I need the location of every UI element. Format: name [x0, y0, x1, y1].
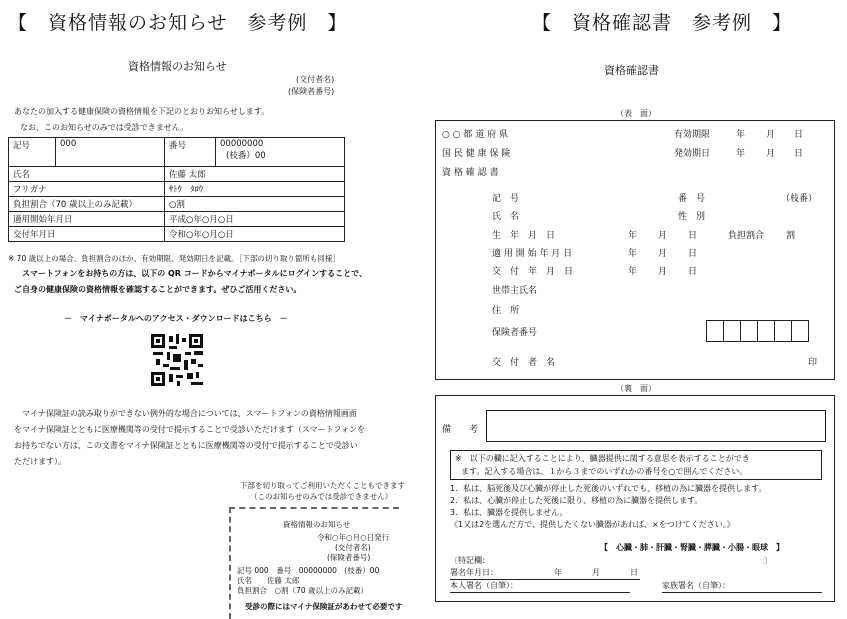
- burden-value: ○割: [165, 197, 345, 212]
- self-sign-label: 本人署名（自筆）：: [450, 581, 518, 590]
- organ-option-note: 《1又は2を選んだ方で、提供したくない臓器があれば、×をつけてください。》: [450, 520, 735, 529]
- info-table: [8, 137, 345, 242]
- organ-option-2[interactable]: 2．私は、心臓が停止した死後に限り、移植の為に臓器を提供します。: [450, 496, 703, 505]
- self-sign-line[interactable]: [450, 592, 630, 593]
- table-row: [9, 227, 345, 242]
- pref-name: ○ ○ 都 道 府 県: [442, 130, 509, 140]
- qr-code[interactable]: [151, 334, 203, 386]
- intro-line-1: あなたの加入する健康保険の資格情報を下記のとおりお知らせします。: [14, 107, 270, 116]
- insurer-no-label: 保険者番号: [492, 328, 538, 338]
- issuer-label: 交 付 者 名: [492, 358, 556, 368]
- kigo-label: 記号: [9, 138, 56, 167]
- para-line-3: お持ちでない方は、この文書をマイナ保険証とともに医療機関等の受付で提示することで受診い: [14, 441, 358, 450]
- shimei-label: 氏 名: [492, 212, 520, 222]
- card-title: 資格情報のお知らせ: [283, 520, 351, 529]
- start-month: 月: [658, 249, 668, 259]
- bango-value: 00000000: [220, 139, 264, 149]
- name-label: 氏名: [9, 167, 165, 182]
- card-line-3: 負担割合 ○割（70 歳以上のみ記載）: [237, 586, 368, 595]
- valid-month: 月: [766, 130, 776, 140]
- effect-label: 発効期日: [674, 149, 711, 159]
- table-row: [9, 212, 345, 227]
- portal-link[interactable]: － マイナポータルへのアクセス・ダウンロードはこちら －: [64, 314, 288, 323]
- left-heading: 【 資格情報のお知らせ 参考例 】: [8, 12, 348, 34]
- sign-month: 月: [592, 568, 600, 577]
- card-insurer: (保険者番号): [327, 553, 371, 562]
- card-line-1: 記号 000 番号 00000000 (枝番）00: [237, 566, 380, 575]
- para-line-1: マイナ保険証の読み取りができない例外的な場合については、スマートフォンの資格情報画面: [22, 409, 357, 418]
- start-day: 日: [688, 249, 698, 259]
- bango-cell: [216, 138, 345, 167]
- nhi-label: 国 民 健 康 保 険: [442, 149, 511, 159]
- card-issuer: (交付者名): [335, 543, 371, 552]
- issue-year: 年: [628, 267, 638, 277]
- wari-label: 割: [786, 231, 796, 241]
- note-70: ※ 70 歳以上の場合、負担割合のほか、有効期限、発効期日を記載。［下部の切り取り箇所も同様］: [8, 254, 340, 263]
- burden-label-r: 負担割合: [728, 231, 765, 241]
- issue-label: 交付年月日: [9, 227, 165, 242]
- right-heading: 【 資格確認書 参考例 】: [532, 12, 793, 34]
- insurer-digit-box[interactable]: [740, 320, 758, 342]
- insurer-digit-box[interactable]: [757, 320, 775, 342]
- organ-notice-2: ます。記入する場合は、１から３までのいずれかの番号を○で囲んでください。: [461, 467, 748, 476]
- biko-field[interactable]: [486, 410, 826, 442]
- effect-day: 日: [794, 149, 804, 159]
- smartphone-line-1: スマートフォンをお持ちの方は、以下の QR コードからマイナポータルにログインすることで、: [22, 269, 368, 278]
- insurer-digit-box[interactable]: [706, 320, 724, 342]
- family-sign-line[interactable]: [662, 592, 822, 593]
- start-label: 適用開始年月日: [9, 212, 165, 227]
- valid-day: 日: [794, 130, 804, 140]
- table-row: [9, 167, 345, 182]
- address-label: 住 所: [492, 306, 520, 316]
- organ-option-1[interactable]: 1．私は、脳死後及び心臓が停止した死後のいずれでも、移植の為に臓器を提供します。: [450, 484, 767, 493]
- edaban-label-r: （枝番）: [781, 194, 818, 204]
- bango-label: 番号: [165, 138, 216, 167]
- kana-value: ｻﾄｳ ﾀﾛｳ: [165, 182, 345, 197]
- insurer-digit-box[interactable]: [723, 320, 741, 342]
- start-label-r: 適 用 開 始 年 月 日: [492, 249, 573, 259]
- issuer-name: (交付者名): [296, 75, 335, 84]
- card-line-2: 氏名 佐藤 太郎: [237, 576, 300, 585]
- insurer-digit-box[interactable]: [791, 320, 809, 342]
- sign-day: 日: [630, 568, 638, 577]
- start-year: 年: [628, 249, 638, 259]
- back-frame: [435, 395, 835, 602]
- special-close: 〕: [764, 556, 772, 565]
- para-line-4: ただけます）。: [14, 457, 66, 466]
- organ-notice-box: [450, 450, 822, 480]
- left-doc-title: 資格情報のお知らせ: [128, 60, 227, 73]
- name-value: 佐藤 太郎: [165, 167, 345, 182]
- valid-label: 有効期限: [674, 130, 711, 140]
- cut-note-1: 下部を切り取ってご利用いただくこともできます: [240, 481, 405, 490]
- back-label: （裏 面）: [616, 384, 656, 393]
- birth-month: 月: [658, 231, 668, 241]
- smartphone-line-2: ご自身の健康保険の資格情報を確認することができます。ぜひご活用ください。: [14, 285, 302, 294]
- table-row: [9, 197, 345, 212]
- sign-date-label: 署名年月日：: [450, 568, 498, 577]
- card-footer: 受診の際にはマイナ保険証があわせて必要です: [245, 602, 403, 611]
- issue-month: 月: [658, 267, 668, 277]
- biko-label: 備 考: [442, 425, 479, 435]
- edaban-value: (枝番）00: [226, 151, 266, 161]
- seal-mark: 印: [808, 358, 818, 368]
- sign-year: 年: [554, 568, 562, 577]
- burden-label: 負担割合（70 歳以上のみ記載）: [9, 197, 165, 212]
- birth-day: 日: [688, 231, 698, 241]
- effect-year: 年: [736, 149, 746, 159]
- card-date: 令和○年○月○日発行: [317, 533, 390, 542]
- cert-label: 資 格 確 認 書: [442, 168, 499, 178]
- issue-label-r: 交 付 年 月 日: [492, 267, 574, 277]
- special-label: 〔特記欄：: [450, 556, 490, 565]
- cut-note-2: （このお知らせのみでは受診できません）: [250, 492, 393, 501]
- insurer-digit-box[interactable]: [774, 320, 792, 342]
- cut-out-card: [229, 507, 403, 619]
- front-label: （表 面）: [616, 109, 656, 118]
- insurer-number: (保険者番号): [288, 87, 335, 96]
- birth-label: 生 年 月 日: [492, 231, 556, 241]
- seibetsu-label: 性 別: [678, 212, 706, 222]
- kigo-label-r: 記 号: [492, 194, 520, 204]
- birth-year: 年: [628, 231, 638, 241]
- organ-list[interactable]: 【 心臓・肺・肝臓・腎臓・膵臓・小腸・眼球 】: [600, 543, 784, 552]
- bango-label-r: 番 号: [678, 194, 706, 204]
- organ-option-3[interactable]: 3．私は、臓器を提供しません。: [450, 508, 568, 517]
- valid-year: 年: [736, 130, 746, 140]
- intro-line-2: なお、このお知らせのみでは受診できません。: [20, 123, 189, 132]
- family-sign-label: 家族署名（自筆）：: [662, 581, 730, 590]
- issue-day: 日: [688, 267, 698, 277]
- start-value: 平成○年○月○日: [165, 212, 345, 227]
- right-doc-title: 資格確認書: [604, 64, 659, 77]
- kana-label: フリガナ: [9, 182, 165, 197]
- issue-value: 令和○年○月○日: [165, 227, 345, 242]
- para-line-2: をマイナ保険証とともに医療機関等の受付で提示することで受診いただけます（スマートフォンを: [14, 425, 366, 434]
- kigo-value: 000: [56, 138, 165, 167]
- householder-label: 世帯主氏名: [492, 286, 538, 296]
- table-row: [9, 138, 345, 167]
- table-row: [9, 182, 345, 197]
- organ-notice-1: ※ 以下の欄に記入することにより、臓器提供に関する意思を表示することができ: [455, 454, 750, 463]
- effect-month: 月: [766, 149, 776, 159]
